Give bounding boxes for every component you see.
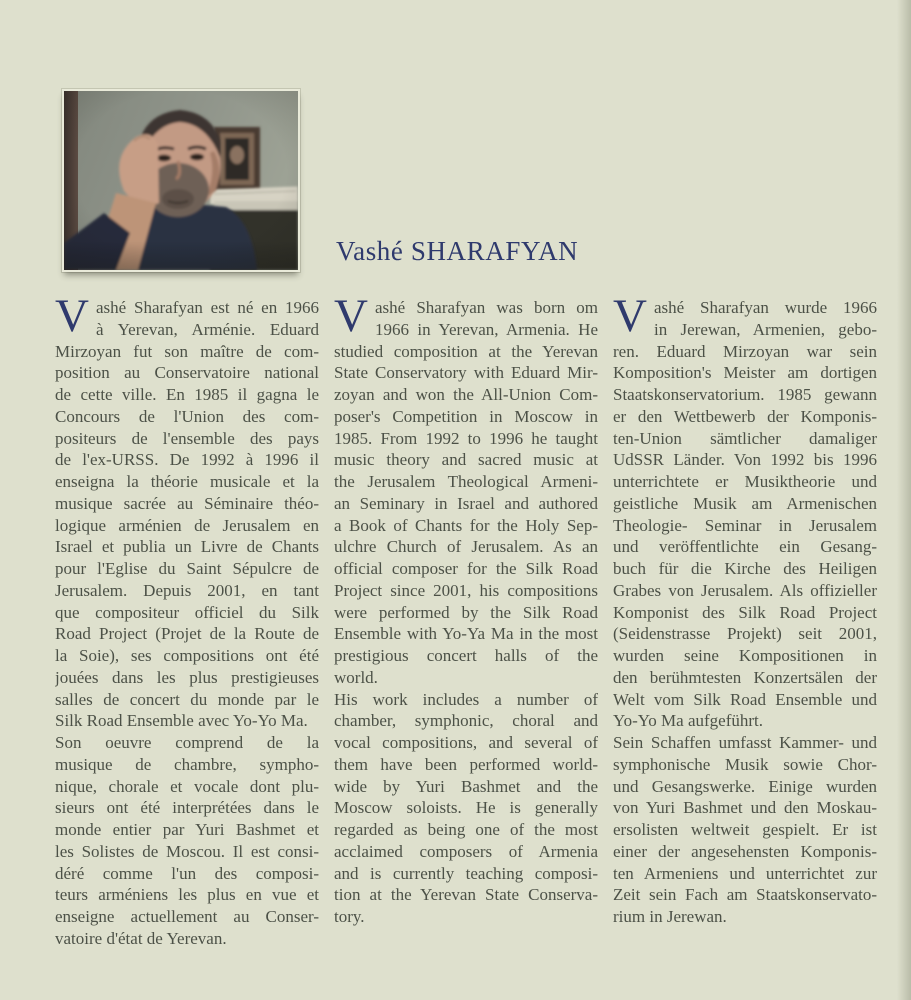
text-line: UdSSR Länder. Von 1992 bis 1996 xyxy=(613,450,877,470)
text-line: rium in Jerewan. xyxy=(613,907,727,926)
text-line: Concours de l'Union des com- xyxy=(55,406,319,426)
text-line: prestigious concert halls of the xyxy=(334,646,598,665)
text-line: Israel et publia un Livre de Chants xyxy=(55,537,319,557)
text-line: den berühmtesten Konzertsälen der xyxy=(613,667,877,687)
text-line: enseigna la théorie musicale et la xyxy=(55,472,319,491)
bio-text-german xyxy=(613,297,877,928)
text-line: zoyan and won the All-Union Com- xyxy=(334,385,598,404)
text-line: er den Wettbewerb der Komponis- xyxy=(613,406,877,426)
text-line: Ensemble with Yo-Ya Ma in the most xyxy=(334,624,598,644)
portrait-photo xyxy=(62,89,300,272)
text-line: studied composition at the Yerevan xyxy=(334,341,598,361)
text-line: buch für die Kirche des Heiligen xyxy=(613,559,877,578)
text-line: tory. xyxy=(334,907,365,926)
text-line: Jerusalem. Depuis 2001, en tant xyxy=(55,580,319,600)
text-line: einer der angesehensten Komponis- xyxy=(613,841,877,861)
text-line: jouées dans les plus prestigieuses xyxy=(55,667,319,687)
text-line: Mirzoyan fut son maître de com- xyxy=(55,341,319,361)
text-line: und Gesangswerke. Einige wurden xyxy=(613,776,877,796)
text-line: Yo-Yo Ma aufgeführt. xyxy=(613,711,764,731)
text-line: an Seminary in Israel and authored xyxy=(334,493,598,513)
text-line: musique de chambre, sympho- xyxy=(55,754,319,774)
text-line: regarded as being one of the most xyxy=(334,820,598,839)
text-line: them have been performed world- xyxy=(334,754,598,774)
text-line: State Conservatory with Eduard Mir- xyxy=(334,363,598,383)
text-line: sieurs ont été interprétées dans le xyxy=(55,798,319,818)
text-line: world. xyxy=(334,667,378,687)
text-line: ashé Sharafyan est né en 1966 xyxy=(96,298,319,317)
portrait-photo-art xyxy=(64,91,298,270)
text-line: ashé Sharafyan was born om xyxy=(375,298,598,317)
text-line: chamber, symphonic, choral and xyxy=(334,711,598,731)
text-line: His work includes a number of xyxy=(334,689,598,709)
text-line: wurden seine Kompositionen in xyxy=(613,646,877,665)
text-line: Komponist des Silk Road Project xyxy=(613,602,877,622)
text-line: the Jerusalem Theological Armeni- xyxy=(334,472,598,491)
text-line: Sein Schaffen umfasst Kammer- und xyxy=(613,733,877,752)
text-line: Moscow soloists. He is generally xyxy=(334,798,598,818)
text-line: geistliche Musik am Armenischen xyxy=(613,493,877,513)
dropcap-v: V xyxy=(334,290,368,342)
dropcap-v: V xyxy=(613,290,647,342)
text-line: und veröffentlichte ein Gesang- xyxy=(613,537,877,557)
text-line: (Seidenstrasse Projekt) seit 2001, xyxy=(613,624,877,644)
text-line: Project since 2001, his compositions xyxy=(334,580,598,600)
text-line: vatoire d'état de Yerevan. xyxy=(55,928,227,948)
text-line: music theory and sacred music at xyxy=(334,450,598,470)
text-line: ren. Eduard Mirzoyan war sein xyxy=(613,341,877,361)
text-line: enseigne actuellement au Conser- xyxy=(55,907,319,926)
dropcap-v: V xyxy=(55,290,89,342)
text-line: vocal compositions, and several of xyxy=(334,733,598,752)
text-line: acclaimed composers of Armenia xyxy=(334,841,598,861)
text-line: position au Conservatoire national xyxy=(55,363,319,383)
bio-text-french xyxy=(55,297,319,950)
text-line: official composer for the Silk Road xyxy=(334,559,598,578)
page-title: Vashé SHARAFYAN xyxy=(336,236,579,266)
text-line: Theologie- Seminar in Jerusalem xyxy=(613,515,877,535)
text-line: Zeit sein Fach am Staatskonservato- xyxy=(613,885,877,905)
text-line: la Soie), ses compositions ont été xyxy=(55,646,319,665)
text-line: in Jerewan, Armenien, gebo- xyxy=(654,319,877,339)
text-line: teurs arméniens les plus en vue et xyxy=(55,885,319,905)
text-line: were performed by the Silk Road xyxy=(334,602,598,622)
text-line: 1985. From 1992 to 1996 he taught xyxy=(334,428,598,448)
text-line: tion at the Yerevan State Conserva- xyxy=(334,885,598,905)
text-line: symphonische Musik sowie Chor- xyxy=(613,754,877,774)
text-line: les Solistes de Moscou. Il est consi- xyxy=(55,841,319,861)
text-line: logique arménien de Jerusalem en xyxy=(55,515,319,535)
text-line: monde entier par Yuri Bashmet et xyxy=(55,820,319,839)
text-line: poser's Competition in Moscow in xyxy=(334,406,598,426)
text-line: a Book of Chants for the Holy Sep- xyxy=(334,515,598,535)
text-line: ten Armeniens und unterrichtet zur xyxy=(613,863,877,883)
text-line: positeurs de l'ensemble des pays xyxy=(55,428,319,448)
text-line: Staatskonservatorium. 1985 gewann xyxy=(613,385,877,404)
text-line: 1966 in Yerevan, Armenia. He xyxy=(375,319,598,339)
text-line: salles de concert du monde par le xyxy=(55,689,319,709)
text-line: musique sacrée au Séminaire théo- xyxy=(55,493,319,513)
text-line: Welt vom Silk Road Ensemble und xyxy=(613,689,877,709)
text-line: ulchre Church of Jerusalem. As an xyxy=(334,537,598,557)
text-line: Road Project (Projet de la Route de xyxy=(55,624,319,644)
text-line: ten-Union sämtlicher damaliger xyxy=(613,428,877,448)
text-line: Silk Road Ensemble avec Yo-Yo Ma. xyxy=(55,711,308,731)
bio-column-french xyxy=(55,290,319,950)
text-line: Grabes von Jerusalem. Als offizieller xyxy=(613,580,877,600)
bio-column-german xyxy=(613,290,877,928)
text-line: que compositeur officiel du Silk xyxy=(55,602,319,622)
text-line: Son oeuvre comprend de la xyxy=(55,733,319,752)
bio-column-english xyxy=(334,290,598,928)
text-line: de cette ville. En 1985 il gagna le xyxy=(55,385,319,404)
text-line: von Yuri Bashmet und den Moskau- xyxy=(613,798,877,818)
text-line: unterrichtete er Musiktheorie und xyxy=(613,472,877,491)
text-line: and is currently teaching composi- xyxy=(334,863,598,883)
text-line: à Yerevan, Arménie. Eduard xyxy=(96,319,319,339)
text-line: pour l'Eglise du Saint Sépulcre de xyxy=(55,559,319,578)
text-line: Komposition's Meister am dortigen xyxy=(613,363,877,383)
text-line: déré comme l'un des composi- xyxy=(55,863,319,883)
page-edge-shadow xyxy=(897,0,911,1000)
bio-text-english xyxy=(334,297,598,928)
text-line: ersolisten weltweit gespielt. Er ist xyxy=(613,820,877,839)
text-line: wide by Yuri Bashmet and the xyxy=(334,776,598,796)
text-line: ashé Sharafyan wurde 1966 xyxy=(654,298,877,317)
text-line: nique, chorale et vocale dont plu- xyxy=(55,776,319,796)
text-line: de l'ex-URSS. De 1992 à 1996 il xyxy=(55,450,319,470)
